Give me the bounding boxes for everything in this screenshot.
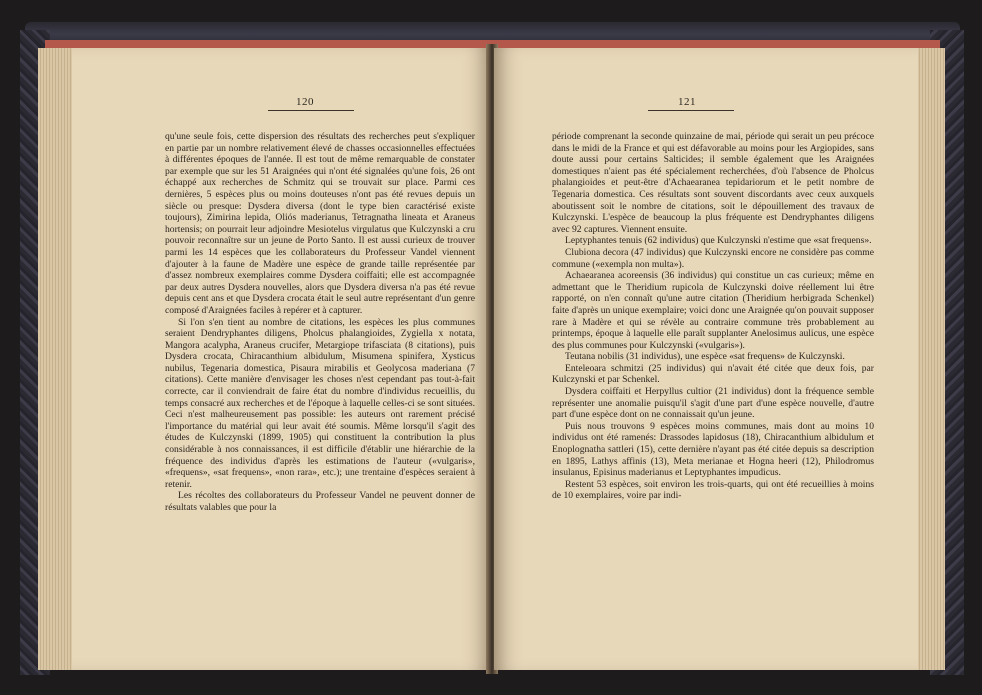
paragraph: Enteleoara schmitzi (25 individus) qui n'avait été citée que deux fois, par Kulczynski et par Schenkel. <box>552 362 874 386</box>
left-page <box>72 48 490 670</box>
paragraph: Puis nous trouvons 9 espèces moins communes, mais dont au moins 10 individus ont été ramenés: Drassodes lapidosus (18), Chiracanthium albidulum et Enoplognatha sattleri (15), cette dernière n'ayant pas été citée depuis sa description en 1895, Lathys affinis (13), Meta merianae et Hogna heeri (12), Philodromus insulanus, Episinus maderianus et Leptyphantes impudicus. <box>552 420 874 479</box>
paragraph: Restent 53 espèces, soit environ les trois-quarts, qui ont été recueillies à moins de 10 exemplaires, voire par indi- <box>552 478 874 502</box>
page-number-right: 121 <box>678 96 696 108</box>
paragraph: Dysdera coiffaiti et Herpyllus cultior (21 individus) dont la fréquence semble représenter une anomalie puisqu'il s'agit d'une part d'une espèce nouvelle, d'autre part d'une espèce dont on ne connaissait qu'un jeune. <box>552 386 874 421</box>
right-page <box>494 48 918 670</box>
paragraph: période comprenant la seconde quinzaine de mai, période qui serait un peu précoce dans le midi de la France et qui est défavorable au moins pour les Argiopides, sans doute aussi pour certains Salticides; il semble également que les Araignées domestiques n'aient pas été spécialement recherchées, d'où l'absence de Pholcus phalangioides et peut-être d'Achaearanea tepidariorum et le petit nombre de Tegenaria domestica. Ces résultats sont souvent discordants avec ceux auxquels aboutissent soit le nombre de citations, soit le dépouillement des travaux de Kulczynski. L'espèce de beaucoup la plus fréquente est Dendryphantes diligens avec 92 captures. Viennent ensuite. <box>552 131 874 235</box>
left-page-text <box>165 131 475 514</box>
page-number-left: 120 <box>296 96 314 108</box>
header-rule-right <box>648 110 734 111</box>
paragraph: Teutana nobilis (31 individus), une espèce «sat frequens» de Kulczynski. <box>565 351 845 363</box>
paragraph: Leptyphantes tenuis (62 individus) que Kulczynski n'estime que «sat frequens». <box>565 235 872 247</box>
paragraph: Achaearanea acoreensis (36 individus) qui constitue un cas curieux; même en admettant que le Theridium rupicola de Kulczynski doive réellement lui être rapporté, on n'en connaît qu'une autre citation (Theridium herbigrada Schenkel) faite d'après un unique exemplaire; voici donc une Araignée qu'on pouvait supposer rare à Madère et qui se révèle au contraire commune très probablement au printemps, époque à laquelle elle paraît supplanter Anelosimus aulicus, une espèce des plus communes pour Kulczynski («vulgaris»). <box>552 270 874 351</box>
paragraph: Les récoltes des collaborateurs du Professeur Vandel ne peuvent donner de résultats valables que pour la <box>165 490 475 513</box>
paragraph: Si l'on s'en tient au nombre de citations, les espèces les plus communes seraient Dendryphantes diligens, Pholcus phalangioides, Zygiella x notata, Mangora acalypha, Araneus crucifer, Metargiope trifasciata (8 citations), puis Dysdera crocata, Chiracanthium albidulum, Misumena spinifera, Xysticus nubilus, Tegenaria domestica, Pisaura mirabilis et Geolycosa maderiana (7 citations). Cette manière d'envisager les choses n'est cependant pas tout-à-fait correcte, car il conviendrait de faire état du nombre d'individus recueillis, du temps consacré aux recherches et de l'époque à laquelle celles-ci se sont situées. Ceci n'est malheureusement pas possible: les auteurs ont rarement précisé l'importance du matérial qui leur avait été soumis. Même lorsqu'il s'agit des études de Kulczynski (1899, 1905) qui constituent la contribution la plus considérable à nos connaissances, il est difficile d'établir une hiérarchie de la fréquence des individus d'après les estimations de l'auteur («vulgaris», «frequens», «sat frequens», «non rara», etc.); une trentaine d'espèces seraient à retenir. <box>165 316 475 490</box>
paragraph: qu'une seule fois, cette dispersion des résultats des recherches peut s'expliquer en partie par un nombre relativement élevé de chasses occasionnelles effectuées à différentes époques de l'année. Il est tout de même remarquable de constater par exemple que sur les 51 Araignées qui n'ont été signalées qu'une fois, 26 ont échappé aux recherches de Schmitz qui se trouvait sur place. Parmi ces dernières, 5 espèces plus ou moins douteuses n'ont pas été revues depuis un siècle ou presque: Dysdera diversa (dont le type bien caractérisé existe toujours), Zimirina lepida, Oliós maderianus, Tetragnatha lineata et Araneus hortensis; on pourrait leur adjoindre Mesiotelus virgulatus que Kulczynski a cru pouvoir reconnaître sur un jeune de Porto Santo. Il est aussi curieux de trouver parmi les 14 espèces que les collaborateurs du Professeur Vandel viennent d'ajouter à la faune de Madère une espèce de grande taille représentée par d'assez nombreux exemplaires comme Dysdera coiffaiti; elle est accompagnée par deux autres Dysdera nouvelles, alors que Dysdera diversa n'a pas été revue depuis cent ans et que Dysdera crocata était le seul autre représentant d'un genre composé d'Araignées faciles à repérer et à capturer. <box>165 131 475 316</box>
header-rule-left <box>268 110 354 111</box>
right-page-text <box>552 131 874 502</box>
paragraph: Clubiona decora (47 individus) que Kulczynski encore ne considère pas comme commune («exempla non multa»). <box>552 246 874 270</box>
